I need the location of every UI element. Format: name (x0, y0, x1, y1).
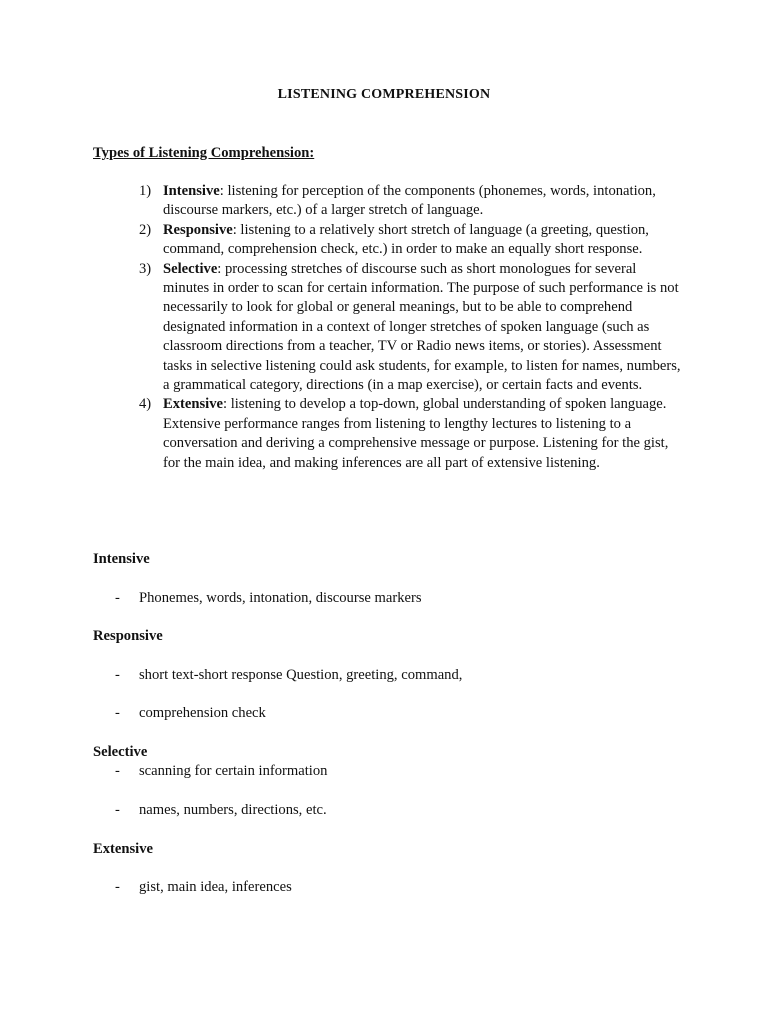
bullet-dash: - (115, 879, 120, 895)
bullet-text: gist, main idea, inferences (139, 879, 292, 895)
type-term: Responsive (163, 221, 233, 238)
bullet-text: short text-short response Question, greeting, command, (139, 667, 463, 683)
document-title: LISTENING COMPREHENSION (277, 87, 491, 102)
bullet-dash: - (115, 667, 120, 683)
bullet-dash: - (115, 705, 120, 721)
list-number: 2) (139, 221, 152, 238)
type-item-extensive (139, 395, 683, 473)
section-intensive (93, 550, 422, 606)
type-description: : listening to develop a top-down, global understanding of spoken language. Extensive performance ranges from listening to lengthy lectures to listening to a conversation and deriving a comprehensive message or purpose. Listening for the gist, for the main idea, and making inferences are all part of extensive listening. (163, 396, 669, 471)
type-term: Extensive (163, 396, 223, 413)
section-extensive (93, 840, 292, 895)
bullet-text: Phonemes, words, intonation, discourse markers (139, 590, 422, 606)
bullet-dash: - (115, 590, 120, 606)
section-responsive (93, 627, 463, 721)
type-description: : listening for perception of the components (phonemes, words, intonation, discourse markers, etc.) of a larger stretch of language. (163, 183, 656, 219)
list-number: 1) (139, 183, 152, 199)
type-description: : listening to a relatively short stretch of language (a greeting, question, command, comprehension check, etc.) in order to make an equally short response. (163, 221, 649, 258)
type-item-responsive (139, 221, 683, 260)
type-item-intensive (139, 182, 683, 221)
list-number: 4) (139, 396, 152, 413)
section-heading: Extensive (93, 841, 153, 857)
type-term: Selective (163, 260, 218, 277)
list-number: 3) (139, 260, 152, 277)
type-item-selective (139, 260, 683, 396)
bullet-dash: - (115, 802, 120, 818)
types-heading: Types of Listening Comprehension: (93, 145, 315, 161)
bullet-text: scanning for certain information (139, 763, 328, 779)
bullet-text: names, numbers, directions, etc. (139, 802, 327, 818)
section-selective (93, 743, 328, 818)
types-list (139, 182, 683, 473)
type-description: : processing stretches of discourse such as short monologues for several minutes in order to scan for certain information. The purpose of such performance is not necessarily to look for global or general meanings, but to be able to comprehend designated information in a context of longer stretches of spoken language (such as classroom directions from a teacher, TV or Radio news items, or stories). Assessment tasks in selective listening could ask students, for example, to listen for names, numbers, a grammatical category, directions (in a map exercise), or certain facts and events. (163, 260, 681, 394)
section-heading: Intensive (93, 551, 150, 567)
bullet-text: comprehension check (139, 705, 266, 721)
section-heading: Selective (93, 744, 148, 760)
section-heading: Responsive (93, 628, 163, 644)
type-term: Intensive (163, 183, 220, 199)
bullet-dash: - (115, 763, 120, 779)
